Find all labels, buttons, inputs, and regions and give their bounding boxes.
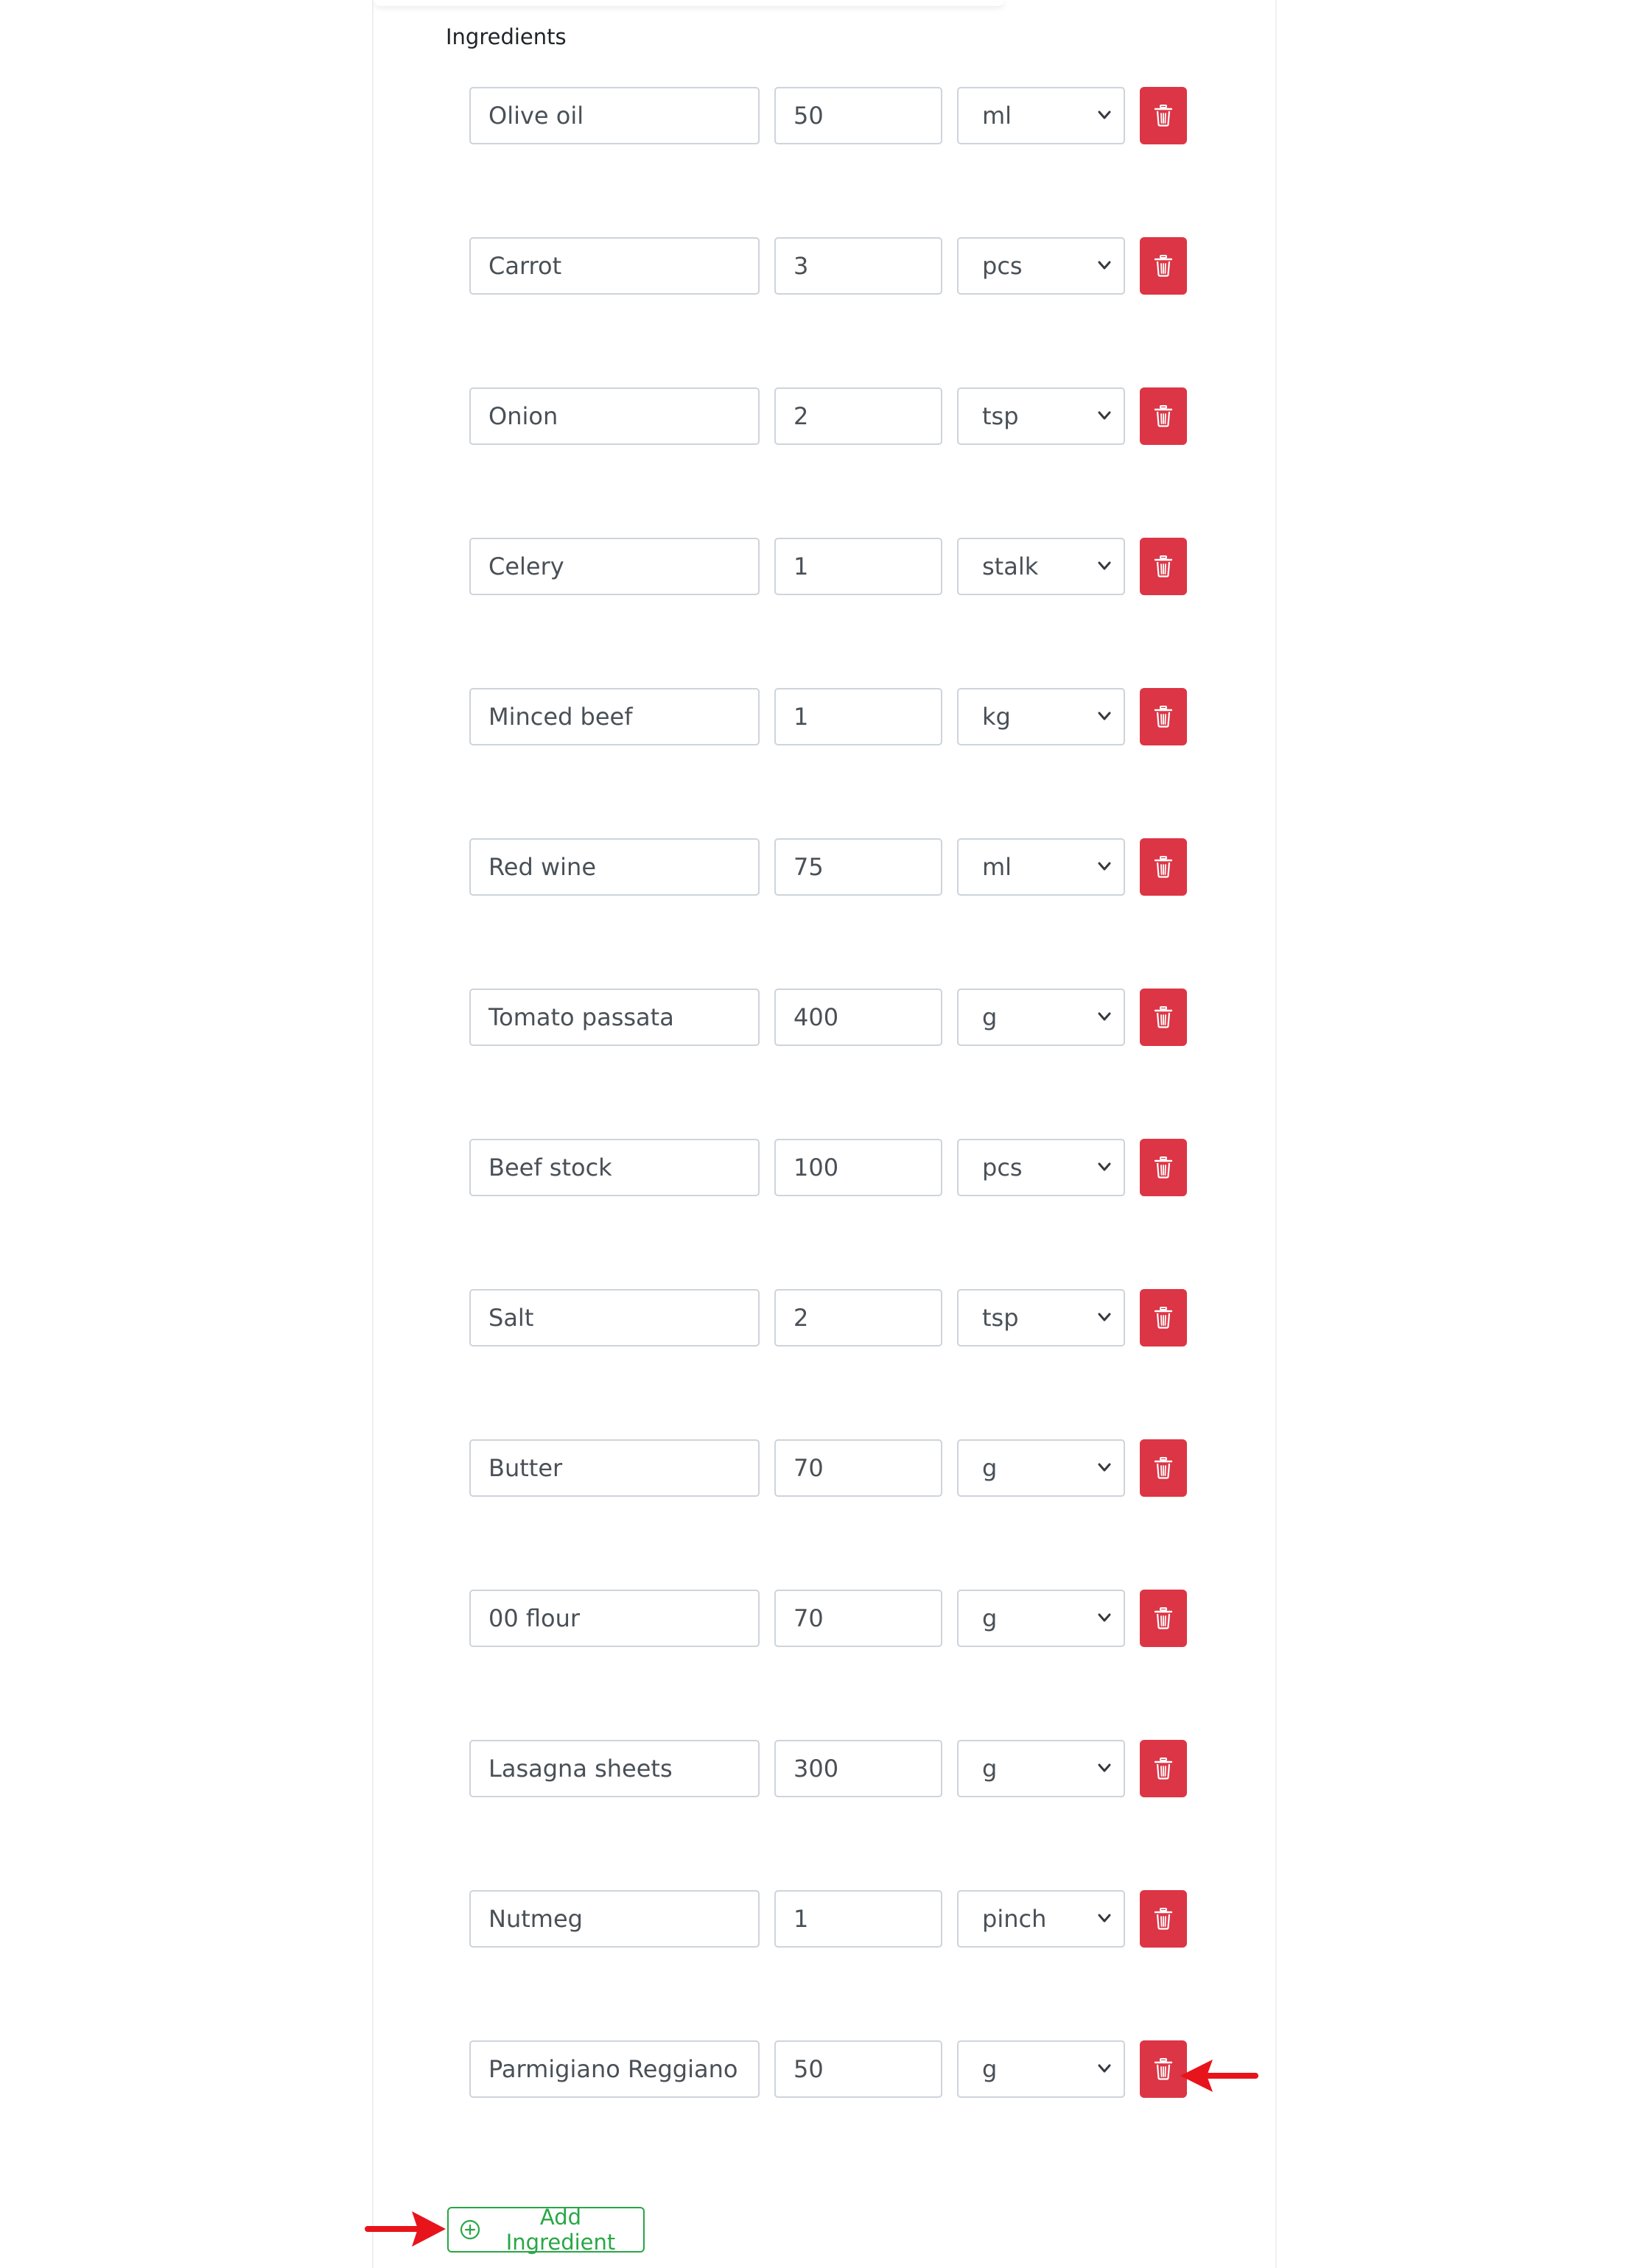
ingredient-unit-select[interactable] (957, 87, 1125, 144)
ingredient-name-input[interactable] (469, 2040, 760, 2098)
ingredient-row (374, 87, 1278, 144)
delete-ingredient-button[interactable] (1140, 387, 1187, 445)
delete-ingredient-button[interactable] (1140, 538, 1187, 595)
delete-ingredient-button[interactable] (1140, 1439, 1187, 1497)
red-arrow-left-icon (1179, 2054, 1260, 2098)
trash-icon (1154, 555, 1173, 577)
delete-ingredient-button[interactable] (1140, 1139, 1187, 1196)
ingredient-quantity-input[interactable] (774, 1590, 942, 1647)
ingredient-unit-select[interactable] (957, 688, 1125, 745)
ingredient-quantity-input[interactable] (774, 1740, 942, 1797)
ingredients-label: Ingredients (446, 24, 567, 49)
chevron-down-icon (1096, 407, 1113, 424)
ingredient-name-input[interactable] (469, 688, 760, 745)
ingredient-unit-select[interactable] (957, 1890, 1125, 1948)
ingredient-row (374, 1439, 1278, 1497)
ingredient-quantity-input[interactable] (774, 1890, 942, 1948)
red-arrow-right-icon (365, 2207, 447, 2251)
ingredient-row (374, 1590, 1278, 1647)
ingredient-unit-value: ml (982, 853, 1012, 881)
chevron-down-icon (1096, 1909, 1113, 1927)
trash-icon (1154, 1758, 1173, 1780)
plus-circle-icon (459, 2219, 481, 2241)
ingredient-unit-value: tsp (982, 402, 1019, 430)
ingredient-unit-select[interactable] (957, 1439, 1125, 1497)
trash-icon (1154, 1307, 1173, 1329)
delete-ingredient-button[interactable] (1140, 1890, 1187, 1948)
ingredient-unit-value: kg (982, 703, 1011, 731)
trash-icon (1154, 706, 1173, 728)
ingredient-name-input[interactable] (469, 1590, 760, 1647)
delete-ingredient-button[interactable] (1140, 1289, 1187, 1347)
ingredient-unit-select[interactable] (957, 1289, 1125, 1347)
ingredient-quantity-input[interactable] (774, 538, 942, 595)
ingredient-name-input[interactable] (469, 538, 760, 595)
ingredient-quantity-input[interactable] (774, 87, 942, 144)
ingredient-row (374, 1289, 1278, 1347)
ingredient-name-input[interactable] (469, 1890, 760, 1948)
chevron-down-icon (1096, 1609, 1113, 1626)
ingredient-quantity-input[interactable] (774, 1139, 942, 1196)
ingredient-unit-select[interactable] (957, 1139, 1125, 1196)
ingredient-unit-value: g (982, 1604, 998, 1632)
ingredient-row (374, 2040, 1278, 2098)
ingredient-name-input[interactable] (469, 237, 760, 295)
trash-icon (1154, 1156, 1173, 1179)
chevron-down-icon (1096, 1308, 1113, 1326)
chevron-down-icon (1096, 1158, 1113, 1176)
ingredient-name-input[interactable] (469, 989, 760, 1046)
chevron-down-icon (1096, 857, 1113, 875)
ingredients-card (372, 0, 1277, 2268)
ingredient-unit-select[interactable] (957, 2040, 1125, 2098)
ingredient-unit-value: stalk (982, 552, 1039, 580)
ingredient-name-input[interactable] (469, 1139, 760, 1196)
ingredient-quantity-input[interactable] (774, 2040, 942, 2098)
chevron-down-icon (1096, 106, 1113, 124)
chevron-down-icon (1096, 707, 1113, 725)
delete-ingredient-button[interactable] (1140, 688, 1187, 745)
ingredient-unit-select[interactable] (957, 989, 1125, 1046)
ingredient-quantity-input[interactable] (774, 1439, 942, 1497)
ingredient-quantity-input[interactable] (774, 989, 942, 1046)
ingredient-row (374, 989, 1278, 1046)
ingredient-unit-select[interactable] (957, 1740, 1125, 1797)
ingredient-unit-select[interactable] (957, 838, 1125, 896)
ingredient-quantity-input[interactable] (774, 838, 942, 896)
ingredient-unit-select[interactable] (957, 387, 1125, 445)
ingredient-row (374, 1740, 1278, 1797)
ingredient-row (374, 688, 1278, 745)
trash-icon (1154, 2058, 1173, 2080)
ingredient-quantity-input[interactable] (774, 1289, 942, 1347)
delete-ingredient-button[interactable] (1140, 1590, 1187, 1647)
ingredient-quantity-input[interactable] (774, 387, 942, 445)
ingredient-row (374, 237, 1278, 295)
trash-icon (1154, 105, 1173, 127)
delete-ingredient-button[interactable] (1140, 838, 1187, 896)
trash-icon (1154, 1607, 1173, 1629)
ingredient-row (374, 838, 1278, 896)
ingredient-unit-value: g (982, 1755, 998, 1783)
chevron-down-icon (1096, 557, 1113, 575)
ingredient-unit-value: pinch (982, 1905, 1047, 1933)
ingredient-quantity-input[interactable] (774, 237, 942, 295)
ingredient-unit-select[interactable] (957, 538, 1125, 595)
ingredient-unit-value: pcs (982, 252, 1023, 280)
ingredient-quantity-input[interactable] (774, 688, 942, 745)
trash-icon (1154, 1006, 1173, 1028)
chevron-down-icon (1096, 1458, 1113, 1476)
ingredient-name-input[interactable] (469, 387, 760, 445)
trash-icon (1154, 1457, 1173, 1479)
chevron-down-icon (1096, 1008, 1113, 1025)
ingredient-unit-select[interactable] (957, 237, 1125, 295)
chevron-down-icon (1096, 256, 1113, 274)
ingredient-row (374, 387, 1278, 445)
ingredient-unit-value: g (982, 1003, 998, 1031)
ingredient-unit-select[interactable] (957, 1590, 1125, 1647)
ingredient-name-input[interactable] (469, 1439, 760, 1497)
ingredient-unit-value: ml (982, 102, 1012, 130)
chevron-down-icon (1096, 2060, 1113, 2077)
ingredient-unit-value: g (982, 1454, 998, 1482)
trash-icon (1154, 856, 1173, 878)
delete-ingredient-button[interactable] (1140, 989, 1187, 1046)
trash-icon (1154, 1908, 1173, 1930)
add-ingredient-button[interactable] (447, 2207, 645, 2253)
ingredient-row (374, 1890, 1278, 1948)
card-top-edge (374, 0, 1004, 6)
add-ingredient-label: Add Ingredient (505, 2205, 616, 2255)
ingredient-name-input[interactable] (469, 87, 760, 144)
ingredient-unit-value: g (982, 2055, 998, 2083)
ingredient-name-input[interactable] (469, 1289, 760, 1347)
ingredient-row (374, 538, 1278, 595)
delete-ingredient-button[interactable] (1140, 237, 1187, 295)
ingredient-unit-value: tsp (982, 1304, 1019, 1332)
ingredient-name-input[interactable] (469, 1740, 760, 1797)
ingredient-name-input[interactable] (469, 838, 760, 896)
chevron-down-icon (1096, 1759, 1113, 1777)
ingredient-row (374, 1139, 1278, 1196)
ingredient-unit-value: pcs (982, 1154, 1023, 1182)
trash-icon (1154, 405, 1173, 427)
delete-ingredient-button[interactable] (1140, 1740, 1187, 1797)
delete-ingredient-button[interactable] (1140, 87, 1187, 144)
trash-icon (1154, 255, 1173, 277)
